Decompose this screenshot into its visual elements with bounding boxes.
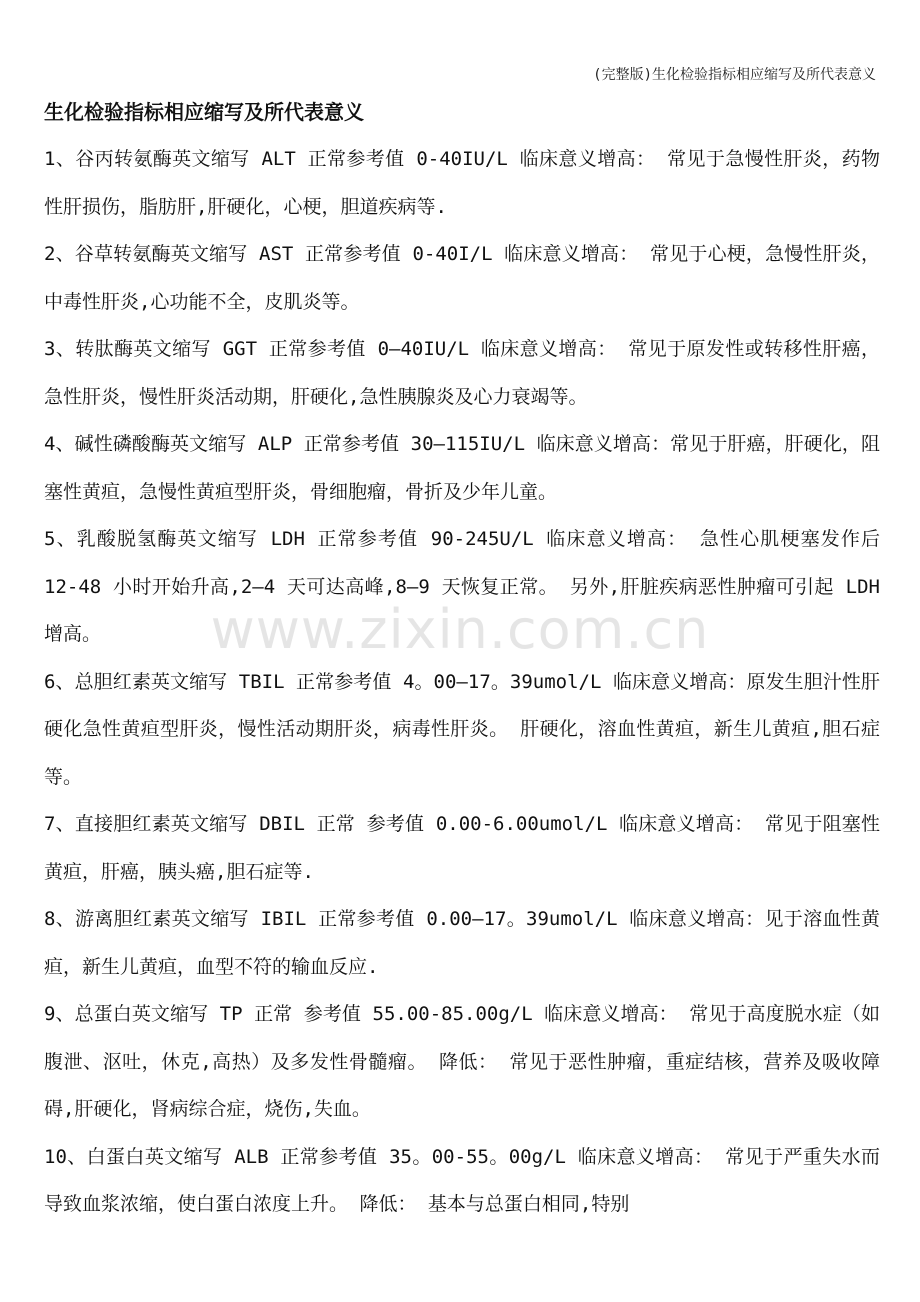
paragraph-tbil: 6、总胆红素英文缩写 TBIL 正常参考值 4。00—17。39umol/L 临床意义增高：原发生胆汁性肝硬化急性黄疸型肝炎，慢性活动期肝炎，病毒性肝炎。 肝硬化，溶血性黄疸，新生儿黄疸,胆石症等。: [44, 670, 880, 788]
watermark: www.zixin.com.cn: [210, 598, 710, 661]
running-header: (完整版)生化检验指标相应缩写及所代表意义: [593, 67, 876, 83]
paragraph-tp: 9、总蛋白英文缩写 TP 正常 参考值 55.00-85.00g/L 临床意义增高： 常见于高度脱水症（如腹泄、沤吐，休克,高热）及多发性骨髓瘤。 降低： 常见于恶性肿瘤，重症结核，营养及吸收障碍,肝硬化，肾病综合症，烧伤,失血。: [44, 1003, 880, 1120]
paragraph-ggt: 3、转肽酶英文缩写 GGT 正常参考值 0—40IU/L 临床意义增高： 常见于原发性或转移性肝癌，急性肝炎，慢性肝炎活动期，肝硬化,急性胰腺炎及心力衰竭等。: [44, 338, 880, 408]
paragraph-alb: 10、白蛋白英文缩写 ALB 正常参考值 35。00-55。00g/L 临床意义增高： 常见于严重失水而导致血浆浓缩，使白蛋白浓度上升。 降低： 基本与总蛋白相同,特别: [44, 1145, 880, 1215]
paragraph-ibil: 8、游离胆红素英文缩写 IBIL 正常参考值 0.00—17。39umol/L 临床意义增高：见于溶血性黄疸，新生儿黄疸，血型不符的输血反应.: [44, 908, 880, 978]
document-body: [44, 136, 880, 1229]
paragraph-dbil: 7、直接胆红素英文缩写 DBIL 正常 参考值 0.00-6.00umol/L 临床意义增高： 常见于阻塞性黄疸，肝癌，胰头癌,胆石症等.: [44, 813, 880, 883]
document-title: 生化检验指标相应缩写及所代表意义: [44, 100, 364, 124]
paragraph-ldh: 5、乳酸脱氢酶英文缩写 LDH 正常参考值 90-245U/L 临床意义增高： 急性心肌梗塞发作后 12-48 小时开始升高,2—4 天可达高峰,8—9 天恢复正常。 另外,肝脏疾病恶性肿瘤可引起 LDH 增高。: [44, 528, 880, 645]
paragraph-ast: 2、谷草转氨酶英文缩写 AST 正常参考值 0-40I/L 临床意义增高： 常见于心梗，急慢性肝炎，中毒性肝炎,心功能不全，皮肌炎等。: [44, 243, 880, 313]
paragraph-alt: 1、谷丙转氨酶英文缩写 ALT 正常参考值 0-40IU/L 临床意义增高： 常见于急慢性肝炎，药物性肝损伤，脂肪肝,肝硬化，心梗，胆道疾病等.: [44, 148, 880, 218]
paragraph-alp: 4、碱性磷酸酶英文缩写 ALP 正常参考值 30—115IU/L 临床意义增高：常见于肝癌，肝硬化，阻塞性黄疸，急慢性黄疸型肝炎，骨细胞瘤，骨折及少年儿童。: [44, 433, 880, 503]
